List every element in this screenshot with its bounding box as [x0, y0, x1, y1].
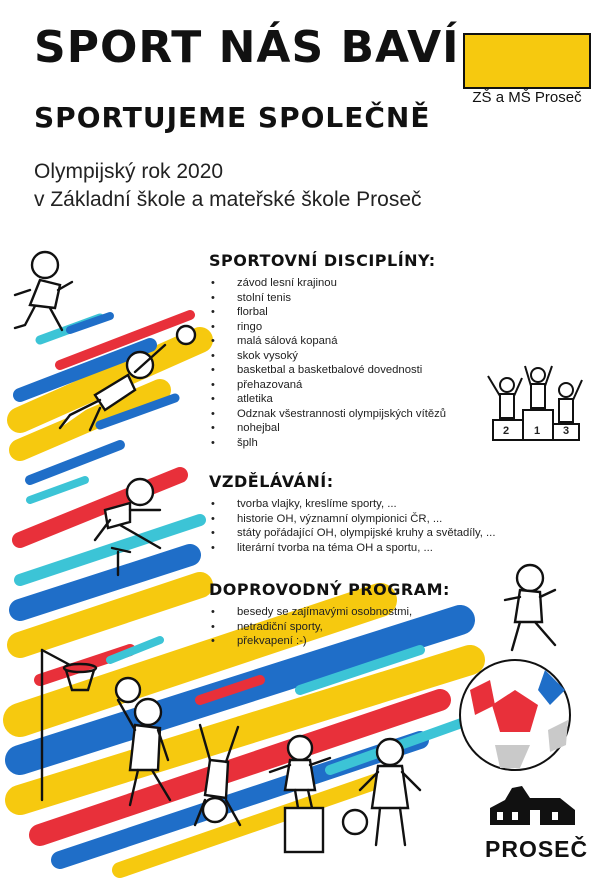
list-item: • tvorba vlajky, kreslíme sporty, ... [209, 497, 495, 512]
list-item: • literární tvorba na téma OH a sportu, ... [209, 541, 495, 556]
list-item: • překvapení :-) [209, 634, 450, 649]
list-item: • skok vysoký [209, 349, 446, 364]
list-item: • netradiční sporty, [209, 620, 450, 635]
list-item: • ringo [209, 320, 446, 335]
podium-label-first: 1 [534, 425, 541, 437]
list-item: • atletika [209, 392, 446, 407]
section-program [209, 580, 450, 649]
section-heading-program: DOPROVODNÝ PROGRAM: [209, 580, 450, 599]
town-logo-text: PROSEČ [485, 836, 589, 862]
subtitle [34, 158, 422, 214]
list-item: • závod lesní krajinou [209, 276, 446, 291]
list-item: • nohejbal [209, 421, 446, 436]
list-item: • šplh [209, 436, 446, 451]
section-heading-education: VZDĚLÁVÁNÍ: [209, 472, 334, 491]
list-item: • historie OH, významní olympionici ČR, ... [209, 512, 495, 527]
list-item: • basketbal a basketbalové dovednosti [209, 363, 446, 378]
school-logo-caption: ZŠ a MŠ Proseč [472, 89, 582, 106]
program-list [209, 605, 450, 649]
school-logo [463, 33, 591, 89]
section-education [209, 472, 495, 555]
podium-label-second: 2 [503, 425, 510, 437]
subtitle-line-2: v Základní škole a mateřské škole Proseč [34, 188, 422, 211]
section-heading-disciplines: SPORTOVNÍ DISCIPLÍNY: [209, 251, 436, 270]
list-item: • státy pořádající OH, olympijské kruhy a světadíly, ... [209, 526, 495, 541]
education-list [209, 497, 495, 555]
disciplines-list [209, 276, 446, 450]
list-item: • Odznak všestrannosti olympijských vítězů [209, 407, 446, 422]
subtitle-line-1: Olympijský rok 2020 [34, 160, 224, 183]
list-item: • besedy se zajímavými osobnostmi, [209, 605, 450, 620]
list-item: • stolní tenis [209, 291, 446, 306]
list-item: • florbal [209, 305, 446, 320]
town-silhouette [490, 786, 575, 825]
figure-runner-top [15, 252, 72, 330]
list-item: • přehazovaná [209, 378, 446, 393]
podium-labels [493, 424, 579, 440]
list-item: • malá sálová kopaná [209, 334, 446, 349]
main-title: SPORT NÁS BAVÍ [34, 22, 460, 73]
secondary-title: SPORTUJEME SPOLEČNĚ [34, 101, 431, 134]
section-disciplines [209, 251, 446, 450]
podium-label-third: 3 [563, 425, 570, 437]
figure-kicker [505, 565, 555, 650]
soccer-ball [460, 660, 570, 770]
